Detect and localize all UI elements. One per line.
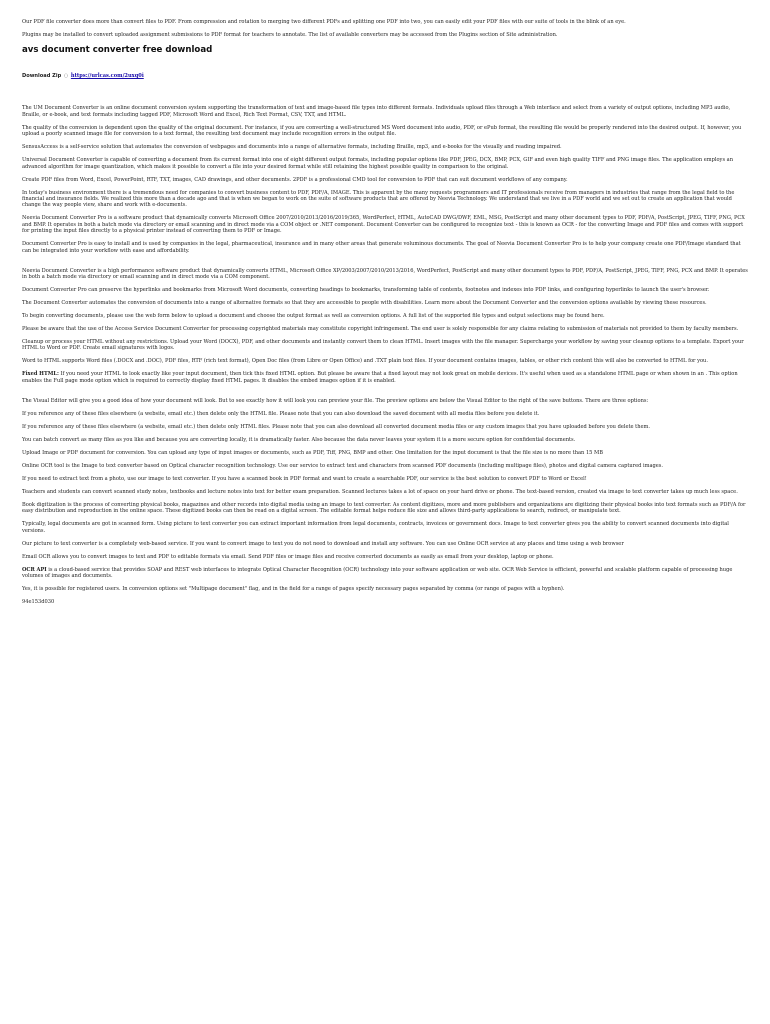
body-paragraph: In today's business environment there is a tremendous need for companies to convert business content to PDF, PDF/A, IMAGE. This is apparent by the many requests programmers and IT professionals receive from managers in industries that range from the legal field to the financial and insurance fields. We realized this more than a decade ago and that is when we began to work on the suite of software products that are offered by Neevia Technology. We understand that we live in a PDF world and we set out to create an application that would change the way people view, share and work with e-documents. [22, 189, 735, 209]
download-label: Download Zip [22, 73, 62, 79]
fixed-html-text: If you need your HTML to look exactly like your input document, then tick this fixed HTML option. But please be aware that a fixed layout may not look great on mobile devices. It's useful when used as a standalone HTML page or when shown in an . This option enables the Full page mode option which is required to correctly display fixed HTML pages. It disables the embed images option if it is enabled. [22, 371, 738, 384]
footer-code: 94e153d030 [22, 599, 55, 606]
body-paragraph: Document Converter Pro is easy to install and is used by companies in the legal, pharmaceutical, insurance and in many other areas that generate voluminous documents. The goal of Neevia Document Converter Pro is to help your company create one PDF/Image standard that can be integrated into your workflow with ease and affordability. [22, 241, 741, 254]
page-title: avs document converter free download [22, 45, 213, 55]
body-paragraph: If you need to extract text from a photo, use our image to text converter. If you have a scanned book in PDF format and want to create a searchable PDF, our service is the best solution to convert PDF to Word or Excel! [22, 475, 587, 482]
section-spacer [22, 391, 748, 398]
body-paragraph: Universal Document Converter is capable of converting a document from its current format into one of eight different output formats, including popular options like PDF, JPEG, DCX, BMP, PCX, GIF and even high quality TIFF and PNG image files. The application employs an advanced algorithm for image quantization, which makes it possible to convert a file into your desired format while still retaining the highest possible quality in comparison to the original. [22, 157, 733, 170]
body-paragraph: Upload Image or PDF document for conversion. You can upload any type of input images or documents, such as PDF, Tiff, PNG, BMP and other. One limitation for the input document is that the file size is no more than 15 MB [22, 449, 604, 456]
ocr-api-text: is a cloud-based service that provides SOAP and REST web interfaces to integrate Optical Character Recognition (OCR) technology into your software application or web site. OCR Web Service is efficient, powerful and scalable platform capable of processing huge volumes of images and documents. [22, 566, 733, 580]
body-paragraph: Cleanup or process your HTML without any restrictions. Upload your Word (DOCX), PDF, and other documents and instantly convert them to clean HTML. Insert images with the file manager. Supercharge your workflow by saving your cleanup options to a template. Export your HTML to Word or PDF. Create email signatures with logos. [22, 339, 744, 352]
body-paragraph: Our picture to text converter is a completely web-based service. If you want to convert image to text you do not need to download and install any software. You can use Online OCR service at any places and time using a web browser [22, 540, 624, 547]
download-line [22, 73, 748, 79]
body-paragraph: Document Converter Pro can preserve the hyperlinks and bookmarks from Microsoft Word documents, converting headings to bookmarks, transforming table of contents, footnotes and indexes into PDF links, and configuring hyperlinks to launch the user's browser. [22, 287, 710, 294]
body-paragraph: Email OCR allows you to convert images to text and PDF to editable formats via email. Send PDF files or image files and receive converted documents as easily as email from your desktop, laptop or phone. [22, 553, 554, 560]
body-paragraph: If you reference any of these files elsewhere (a website, email etc.) then delete only HTML files. Please note that you can also download all converted document media files or any custom images that you have uploaded before you delete them. [22, 423, 650, 430]
body-paragraph: Please be aware that the use of the Access Service Document Converter for processing copyrighted materials may constitute copyright infringement. The end user is solely responsible for any claims relating to submission of materials not provided to them by faculty members. [22, 326, 739, 333]
download-circle-icon: ◌ [63, 73, 69, 79]
body-paragraph: SensusAccess is a self-service solution that automates the conversion of webpages and documents into a range of alternative formats, including Braille, mp3, and e-books for the visually and reading impaired. [22, 144, 562, 151]
body-paragraph: You can batch convert as many files as you like and because you are converting locally, it is dramatically faster. Also because the data never leaves your system it is a more secure option for confidential documents. [22, 436, 576, 443]
ocr-api-lead: OCR API [22, 566, 47, 573]
body-paragraph: The Visual Editor will give you a good idea of how your document will look. But to see exactly how it will look you can preview your file. The preview options are below the Visual Editor to the right of the save buttons. There are three options: [22, 397, 649, 404]
closing-paragraph: Yes, it is possible for registered users. In conversion options set "Multipage document" flag, and in the field for a range of pages specify necessary pages separated by comma (or range of pages with a hyphen). [22, 586, 565, 593]
body-paragraph: Online OCR tool is the Image to text converter based on Optical character recognition technology. Use our service to extract text and characters from scanned PDF documents (including multipage files), photos and digital camera captured images. [22, 462, 664, 469]
fixed-html-lead: Fixed HTML: [22, 371, 59, 378]
body-paragraph: To begin converting documents, please use the web form below to upload a document and choose the output format as well as conversion options. A full list of the supported file types and output selections may be found here. [22, 313, 605, 320]
body-paragraph: Create PDF files from Word, Excel, PowerPoint, RTF, TXT, images, CAD drawings, and other documents. 2PDF is a professional CMD tool for conversion to PDF that can suit document workflows of any company. [22, 176, 568, 183]
ocr-api-paragraph [22, 567, 748, 580]
fixed-html-paragraph [22, 371, 748, 384]
body-paragraph: Word to HTML supports Word files (.DOCX and .DOC), PDF files, RTF (rich text format), Open Doc files (from Libre or Open Office) and .TXT plain text files. If your document contains images, tables, or other rich content this will also be converted to HTML for you. [22, 358, 708, 365]
section-spacer [22, 261, 748, 268]
body-paragraph: The quality of the conversion is dependent upon the quality of the original document. For instance, if you are converting a well-structured MS Word document into audio, PDF, or ePub format, the resulting file would be properly rendered into the desired output. If, however, you upload a poorly scanned image file for conversion to a text format, the resulting text document may include recognition errors in the output file. [22, 124, 742, 138]
intro-paragraph: Our PDF file converter does more than convert files to PDF. From compression and rotation to merging two different PDFs and splitting one PDF into two, you can easily edit your PDF files with our suite of tools in the blink of an eye. [22, 19, 626, 25]
body-paragraph: If you reference any of these files elsewhere (a website, email etc.) then delete only the HTML file. Please note that you can also download the saved document with all media files before you delete it. [22, 410, 540, 417]
intro-paragraph: Plugins may be installed to convert uploaded assignment submissions to PDF format for teachers to annotate. The list of available converters may be accessed from the Plugins section of Site administration. [22, 32, 558, 38]
body-paragraph: The UM Document Converter is an online document conversion system supporting the transformation of text and image-based file types into different formats. Individuals upload files through a Web interface and select from a variety of output options, including MP3 audio, Braille, or e-book, and text formats including tagged PDF, Microsoft Word and Excel, Rich Text Format, CSV, TXT, and HTML. [22, 105, 731, 118]
body-paragraph: The Document Converter automates the conversion of documents into a range of alternative formats so that they are accessible to people with disabilities. Learn more about the Document Converter and the conversion options available by viewing these resources. [22, 300, 707, 307]
download-link[interactable]: https://urlcas.com/2uxq0i [70, 73, 144, 79]
body-paragraph: Typically, legal documents are got in scanned form. Using picture to text converter you can extract important information from legal documents, contracts, invoices or government docs. Image to text converter gives you the ability to convert scanned documents into digital versions. [22, 521, 729, 534]
body-paragraph: Neevia Document Converter Pro is a software product that dynamically converts Microsoft Office 2007/2010/2013/2016/2019/365, WordPerfect, HTML, AutoCAD DWG/DWF, EML, MSG, PostScript and many other document types to PDF, PDF/A, PostScript, JPEG, TIFF, PNG, PCX and BMP. It operates in both a batch mode via directory or email scanning and in direct mode via a COM object or .NET component. Document Converter can be configured to recognize text - this is known as OCR - for the converting Image and PDF files and comes with support for printing the input files directly to a physical printer instead of converting them to PDF or Image. [22, 215, 745, 235]
body-paragraph: Teachers and students can convert scanned study notes, textbooks and lecture notes into text for better exam preparation. Scanned lectures takes a lot of space on your hard drive or phone. The text-based version, created via image to text converter takes up much less space. [22, 488, 738, 495]
body-paragraph: Neevia Document Converter is a high performance software product that dynamically converts HTML, Microsoft Office XP/2003/2007/2010/2013/2016, WordPerfect, PostScript and many other document types to PDF, PDF/A, PostScript, JPEG, TIFF, PNG, PCX and BMP. It operates in both a batch mode via directory or email scanning and in direct mode via a COM component. [22, 267, 748, 281]
body-paragraph: Book digitization is the process of converting physical books, magazines and other records into digital media using an image to text converter. As content digitizes, more and more publishers and organizations are digitizing their physical books into text formats such as PDF/A for easy distribution and reproduction in the online space. These digitized books can then be read on a digital screen. The editable format helps reduce file size and allows third-party applications to search, redirect, or manipulate text. [22, 501, 746, 515]
